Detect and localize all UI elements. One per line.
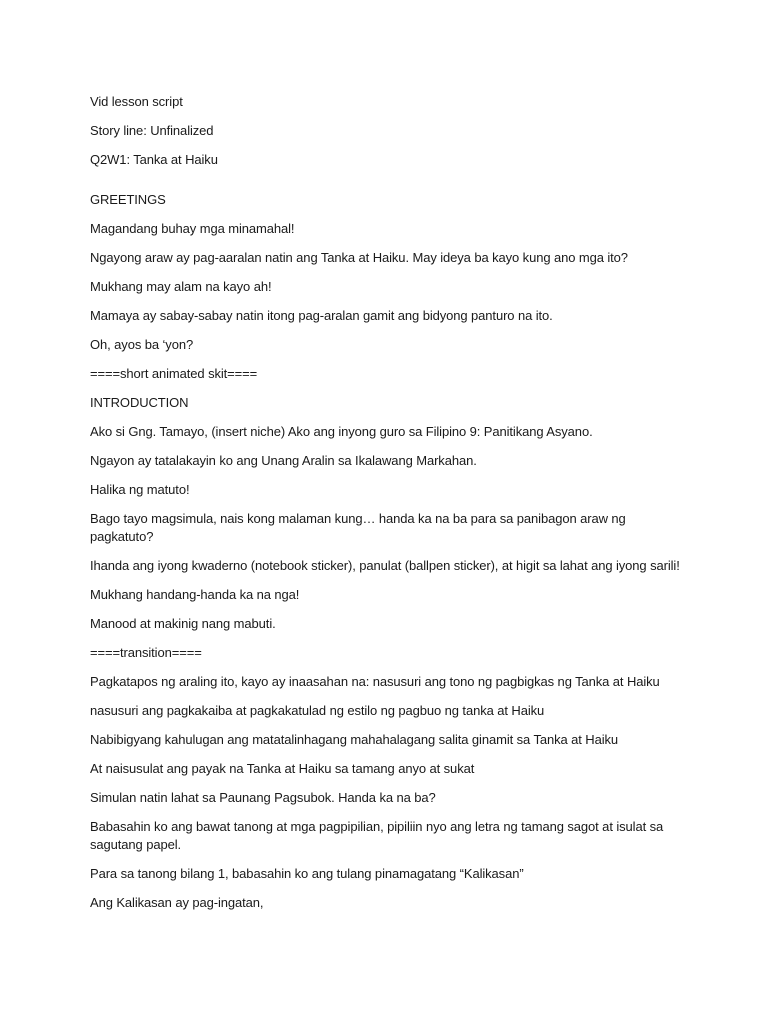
paragraph: Simulan natin lahat sa Paunang Pagsubok. Handa ka na ba? <box>90 790 436 805</box>
document-body <box>90 93 690 923</box>
lesson-code: Q2W1: Tanka at Haiku <box>90 152 218 167</box>
paragraph: Ako si Gng. Tamayo, (insert niche) Ako ang inyong guro sa Filipino 9: Panitikang Asyano. <box>90 424 593 439</box>
paragraph: Manood at makinig nang mabuti. <box>90 616 276 631</box>
section-heading-greetings: GREETINGS <box>90 192 166 207</box>
paragraph: Oh, ayos ba ‘yon? <box>90 337 194 352</box>
paragraph: Pagkatapos ng araling ito, kayo ay inaasahan na: nasusuri ang tono ng pagbigkas ng Tanka at Haiku <box>90 674 660 689</box>
paragraph: Mukhang may alam na kayo ah! <box>90 279 272 294</box>
section-heading-introduction: INTRODUCTION <box>90 395 189 410</box>
scene-marker-transition: ====transition==== <box>90 645 202 660</box>
paragraph: Ngayong araw ay pag-aaralan natin ang Tanka at Haiku. May ideya ba kayo kung ano mga ito? <box>90 250 628 265</box>
scene-marker-skit: ====short animated skit==== <box>90 366 258 381</box>
paragraph: Mamaya ay sabay-sabay natin itong pag-aralan gamit ang bidyong panturo na ito. <box>90 308 553 323</box>
paragraph: Magandang buhay mga minamahal! <box>90 221 295 236</box>
paragraph: Para sa tanong bilang 1, babasahin ko ang tulang pinamagatang “Kalikasan” <box>90 866 524 881</box>
paragraph: At naisusulat ang payak na Tanka at Haiku sa tamang anyo at sukat <box>90 761 475 776</box>
doc-title: Vid lesson script <box>90 94 183 109</box>
paragraph: nasusuri ang pagkakaiba at pagkakatulad ng estilo ng pagbuo ng tanka at Haiku <box>90 703 545 718</box>
story-line: Story line: Unfinalized <box>90 123 214 138</box>
paragraph: Ang Kalikasan ay pag-ingatan, <box>90 895 264 910</box>
paragraph: Bago tayo magsimula, nais kong malaman kung… handa ka na ba para sa panibagon araw ng pagkatuto? <box>90 511 626 544</box>
paragraph: Ngayon ay tatalakayin ko ang Unang Aralin sa Ikalawang Markahan. <box>90 453 477 468</box>
paragraph: Nabibigyang kahulugan ang matatalinhagang mahahalagang salita ginamit sa Tanka at Haiku <box>90 732 619 747</box>
paragraph: Ihanda ang iyong kwaderno (notebook sticker), panulat (ballpen sticker), at higit sa lahat ang iyong sarili! <box>90 558 680 573</box>
paragraph: Mukhang handang-handa ka na nga! <box>90 587 300 602</box>
paragraph: Babasahin ko ang bawat tanong at mga pagpipilian, pipiliin nyo ang letra ng tamang sagot at isulat sa sagutang papel. <box>90 819 664 852</box>
paragraph: Halika ng matuto! <box>90 482 190 497</box>
